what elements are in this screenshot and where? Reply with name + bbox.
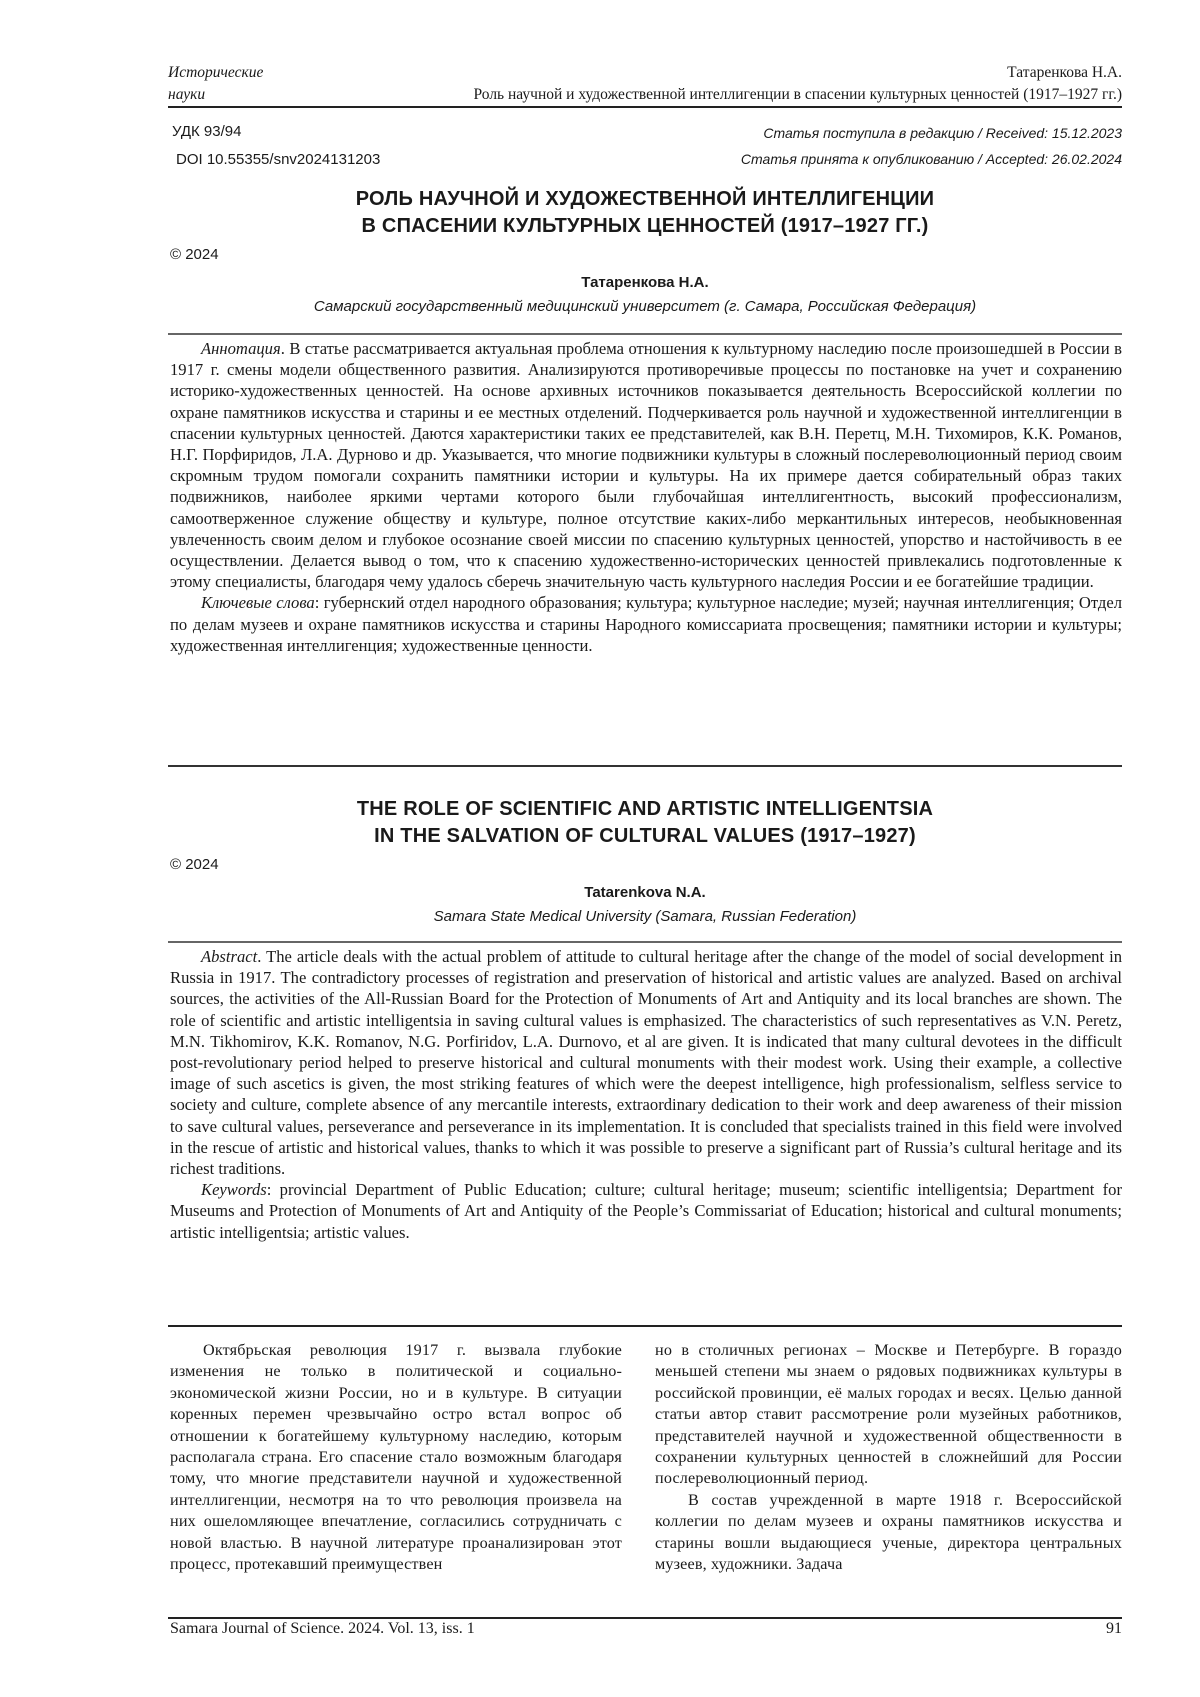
udk-code: УДК 93/94: [172, 123, 242, 140]
abstract-en-paragraph: [170, 946, 1122, 1179]
doi-link[interactable]: DOI 10.55355/snv2024131203: [176, 151, 381, 168]
section-line-2: науки: [168, 86, 206, 103]
abstract-ru: [170, 338, 1122, 656]
article-title-en: [168, 796, 1122, 850]
keywords-ru-paragraph: [170, 592, 1122, 656]
keywords-en-text: : provincial Department of Public Education; culture; cultural heritage; museum; scientific intelligentsia; Department for Museums and Protection of Monuments of Art and Antiquity of the People’s Commissariat of Education; historical and cultural monuments; artistic intelligentsia; artistic values.: [170, 1180, 1122, 1242]
affiliation-ru: Самарский государственный медицинский университет (г. Самара, Российская Федерация): [313, 298, 977, 315]
running-header-title: Роль научной и художественной интеллигенции в спасении культурных ценностей (1917–1927 гг.): [473, 86, 1122, 103]
body-paragraph: В состав учрежденной в марте 1918 г. Всероссийской коллегии по делам музеев и охраны памятников искусства и старины вошли выдающиеся ученые, директора центральных музеев, художники. Задача: [655, 1490, 1122, 1574]
abstract-ru-label: Аннотация: [201, 339, 281, 358]
body-column-right: [655, 1340, 1122, 1575]
copyright-en: © 2024: [170, 856, 219, 873]
keywords-ru-label: Ключевые слова: [201, 593, 315, 613]
body-paragraph: Октябрьская революция 1917 г. вызвала глубокие изменения не только в политической и социально-экономической жизни России, но и в культуре. В ситуации коренных перемен чрезвычайно остро встал вопрос об отношении к богатейшему культурному наследию, которым располагала страна. Его спасение стало возможным благодаря тому, что многие представители научной и художественной интеллигенции, несмотря на то что революция произвела на них ошеломляющее впечатление, согласились сотрудничать с новой властью. В научной литературе проанализирован этот процесс, протекавший преимуществен: [170, 1341, 622, 1574]
title-en-line-2: IN THE SALVATION OF CULTURAL VALUES (1917–1927): [374, 825, 916, 847]
title-ru-line-2: В СПАСЕНИИ КУЛЬТУРНЫХ ЦЕННОСТЕЙ (1917–1927 ГГ.): [361, 215, 929, 237]
abstract-en-text: . The article deals with the actual problem of attitude to cultural heritage after the change of the model of social development in Russia in 1917. The contradictory processes of registration and preservation of historical and artistic values are analyzed. Based on archival sources, the activities of the All-Russian Board for the Protection of Monuments of Art and Antiquity and its local branches are shown. The role of scientific and artistic intelligentsia in saving cultural values is emphasized. The characteristics of such representatives as V.N. Peretz, M.N. Tikhomirov, K.K. Romanov, N.G. Porfiridov, L.A. Durnovo, et al are given. It is indicated that many cultural devotees in the difficult post-revolutionary period helped to preserve historical and cultural monuments with their modest work. Using their example, a collective image of such ascetics is given, the most striking features of which were the deepest intelligence, high professionalism, selfless service to society and culture, complete absence of any mercantile interests, extraordinary dedication to their work and deep awareness of their mission to save cultural values, perseverance and perseverance in its implementation. It is concluded that specialists trained in this field were involved in the rescue of artistic and historical values, thanks to which it was possible to preserve a significant part of Russia’s cultural heritage and its richest traditions.: [170, 947, 1122, 1179]
abstract-en: [170, 946, 1122, 1243]
author-ru: Татаренкова Н.А.: [581, 274, 709, 291]
abstract-ru-paragraph: [170, 338, 1122, 592]
affiliation-en: Samara State Medical University (Samara, Russian Federation): [433, 908, 857, 925]
divider-ru-bottom: [168, 765, 1122, 767]
keywords-en-paragraph: [170, 1179, 1122, 1243]
divider-en-bottom: [168, 1325, 1122, 1327]
title-ru-line-1: РОЛЬ НАУЧНОЙ И ХУДОЖЕСТВЕННОЙ ИНТЕЛЛИГЕНЦИИ: [355, 188, 935, 210]
divider-ru-top: [168, 333, 1122, 335]
keywords-ru-text: : губернский отдел народного образования; культура; культурное наследие; музей; научная интеллигенция; Отдел по делам музеев и охране памятников искусства и старины Народного комиссариата просвещения; памятники истории и культуры; художественная интеллигенция; художественные ценности.: [170, 593, 1122, 655]
running-header-section: [168, 62, 263, 106]
title-en-line-1: THE ROLE OF SCIENTIFIC AND ARTISTIC INTELLIGENTSIA: [356, 798, 934, 820]
footer-journal: Samara Journal of Science. 2024. Vol. 13, iss. 1: [170, 1620, 475, 1637]
accepted-date: Статья принята к опубликованию / Accepted: 26.02.2024: [740, 151, 1122, 167]
running-header-author: Татаренкова Н.А.: [1007, 64, 1122, 81]
received-date: Статья поступила в редакцию / Received: 15.12.2023: [763, 125, 1122, 141]
divider-en-top: [168, 941, 1122, 943]
copyright-ru: © 2024: [170, 246, 219, 263]
abstract-ru-text: . В статье рассматривается актуальная проблема отношения к культурному наследию после произошедшей в России в 1917 г. смены модели общественного развития. Анализируются противоречивые процессы по постановке на учет и сохранению историко-художественных ценностей. На основе архивных источников показывается деятельность Всероссийской коллегии по охране памятников искусства и старины и ее местных отделений. Подчеркивается роль научной и художественной интеллигенции в спасении культурных ценностей. Даются характеристики таких ее представителей, как В.Н. Перетц, М.Н. Тихомиров, К.К. Романов, Н.Г. Порфиридов, Л.А. Дурново и др. Указывается, что многие подвижники культуры в сложный послереволюционный период своим скромным трудом помогали сохранить памятники истории и культуры. На их примере дается собирательный образ таких подвижников, наиболее яркими чертами которого были глубочайшая интеллигентность, высокий профессионализм, самоотверженное служение обществу и культуре, полное отсутствие каких-либо меркантильных интересов, необыкновенная увлеченность своим делом и глубокое осознание своей миссии по спасению культурных ценностей, упорство и настойчивость в ее осуществлении. Делается вывод о том, что к спасению художественно-исторических ценностей привлекались подготовленные к этому специалисты, благодаря чему удалось сберечь значительную часть культурного наследия России и ее богатейшие традиции.: [170, 339, 1122, 592]
section-line-1: Исторические: [168, 64, 264, 81]
running-header: [168, 62, 1122, 108]
body-column-left: [170, 1340, 622, 1575]
page-number: 91: [1106, 1620, 1122, 1637]
running-header-right: [474, 62, 1122, 106]
author-en: Tatarenkova N.A.: [584, 884, 706, 901]
footer-divider: [168, 1617, 1122, 1619]
article-title-ru: [168, 186, 1122, 240]
keywords-en-label: Keywords: [201, 1180, 267, 1200]
abstract-en-label: Abstract: [201, 947, 258, 966]
body-paragraph: но в столичных регионах – Москве и Петербурге. В гораздо меньшей степени мы знаем о рядовых подвижниках культуры в российской провинции, её малых городах и весях. Целью данной статьи автор ставит рассмотрение роли музейных работников, представителей научной и художественной общественности в сохранении культурных ценностей в сложнейший для России послереволюционный период.: [655, 1341, 1122, 1488]
